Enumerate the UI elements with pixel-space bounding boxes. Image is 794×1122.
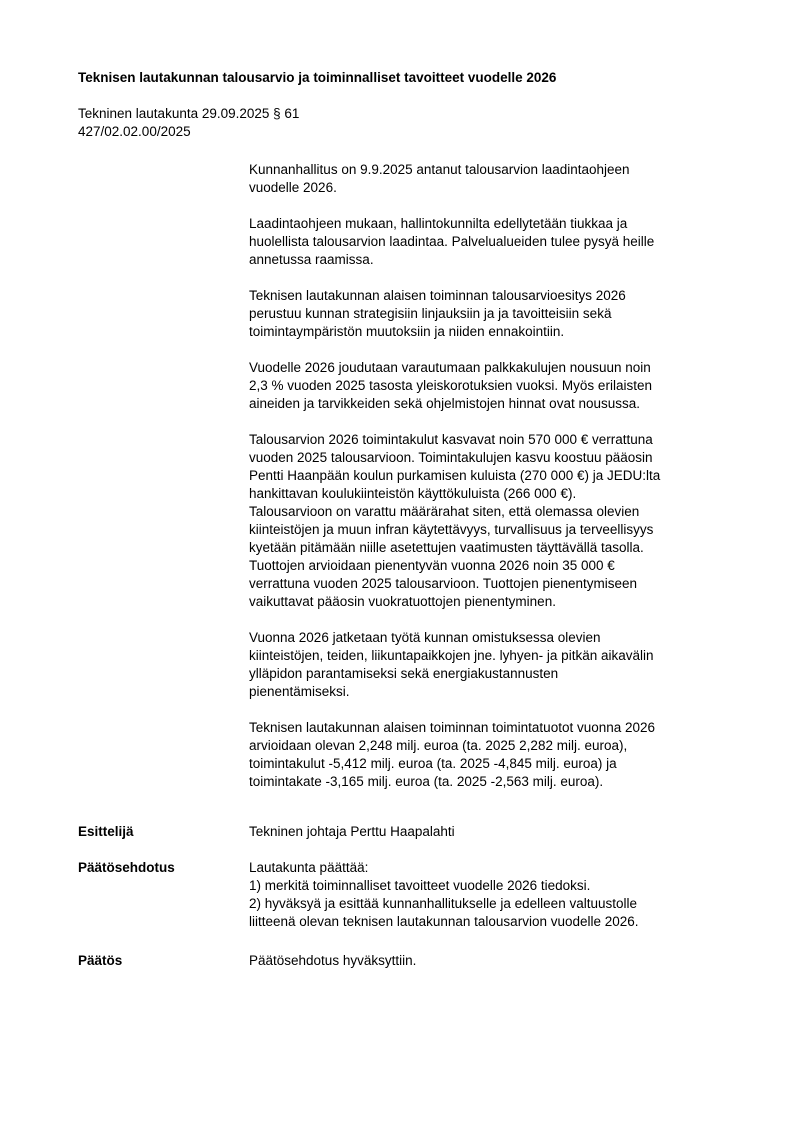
paragraph-1 [249, 161, 749, 197]
text-line: arvioidaan olevan 2,248 milj. euroa (ta. 2025 2,282 milj. euroa), [249, 738, 628, 753]
document-title: Teknisen lautakunnan talousarvio ja toiminnalliset tavoitteet vuodelle 2026 [78, 70, 557, 85]
text-line: hankittavan koulukiinteistön käyttökuluista (266 000 €). [249, 486, 577, 501]
text-line: Vuodelle 2026 joudutaan varautumaan palkkakulujen nousuun noin [249, 360, 651, 375]
text-line: kiinteistöjen ja muun infran käytettävyys, turvallisuus ja terveellisyys [249, 522, 654, 537]
text-line: Tuottojen arvioidaan pienentyvän vuonna 2026 noin 35 000 € [249, 558, 615, 573]
proposal-label: Päätösehdotus [78, 860, 175, 875]
decision-content [249, 952, 749, 970]
paragraph-6 [249, 629, 749, 701]
paragraph-3 [249, 287, 749, 341]
text-line: Kunnanhallitus on 9.9.2025 antanut talousarvion laadintaohjeen [249, 162, 630, 177]
text-line: annetussa raamissa. [249, 252, 374, 267]
text-line: Päätösehdotus hyväksyttiin. [249, 953, 417, 968]
text-line: toimintakate -3,165 milj. euroa (ta. 2025 -2,563 milj. euroa). [249, 774, 604, 789]
proposal-content [249, 859, 749, 931]
meeting-meta [78, 105, 299, 141]
body-text [249, 161, 749, 809]
board-meeting-line: Tekninen lautakunta 29.09.2025 § 61 [78, 106, 300, 121]
paragraph-2 [249, 215, 749, 269]
text-line: Teknisen lautakunnan alaisen toiminnan toimintatuotot vuonna 2026 [249, 720, 656, 735]
text-line: toimintaympäristön muutoksiin ja niiden ennakointiin. [249, 324, 565, 339]
text-line: Pentti Haanpään koulun purkamisen kuluista (270 000 €) ja JEDU:lta [249, 468, 661, 483]
text-line: Talousarvion 2026 toimintakulut kasvavat noin 570 000 € verrattuna [249, 432, 653, 447]
text-line: liitteenä olevan teknisen lautakunnan talousarvion vuodelle 2026. [249, 914, 639, 929]
text-line: kyetään pitämään niille asetettujen vaatimusten täyttävällä tasolla. [249, 540, 644, 555]
text-line: pienentämiseksi. [249, 684, 350, 699]
text-line: vuodelle 2026. [249, 180, 337, 195]
text-line: kiinteistöjen, teiden, liikuntapaikkojen jne. lyhyen- ja pitkän aikavälin [249, 648, 654, 663]
text-line: Teknisen lautakunnan alaisen toiminnan talousarvioesitys 2026 [249, 288, 626, 303]
paragraph-4 [249, 359, 749, 413]
text-line: toimintakulut -5,412 milj. euroa (ta. 2025 -4,845 milj. euroa) ja [249, 756, 617, 771]
presenter-content [249, 823, 749, 841]
presenter-label: Esittelijä [78, 824, 134, 839]
paragraph-7 [249, 719, 749, 791]
text-line: Talousarvioon on varattu määrärahat siten, että olemassa olevien [249, 504, 640, 519]
reference-number: 427/02.02.00/2025 [78, 124, 191, 139]
text-line: perustuu kunnan strategisiin linjauksiin ja ja tavoitteisiin sekä [249, 306, 612, 321]
text-line: vuoden 2025 talousarvioon. Toimintakulujen kasvu koostuu pääosin [249, 450, 653, 465]
text-line: Vuonna 2026 jatketaan työtä kunnan omistuksessa olevien [249, 630, 601, 645]
text-line: 1) merkitä toiminnalliset tavoitteet vuodelle 2026 tiedoksi. [249, 878, 591, 893]
text-line: Lautakunta päättää: [249, 860, 369, 875]
text-line: huolellista talousarvion laadintaa. Palvelualueiden tulee pysyä heille [249, 234, 655, 249]
decision-label: Päätös [78, 953, 123, 968]
text-line: aineiden ja tarvikkeiden sekä ohjelmistojen hinnat ovat nousussa. [249, 396, 640, 411]
text-line: 2) hyväksyä ja esittää kunnanhallitukselle ja edelleen valtuustolle [249, 896, 637, 911]
paragraph-5 [249, 431, 749, 611]
text-line: ylläpidon parantamiseksi sekä energiakustannusten [249, 666, 559, 681]
text-line: vaikuttavat pääosin vuokratuottojen pienentyminen. [249, 594, 556, 609]
text-line: Laadintaohjeen mukaan, hallintokunnilta edellytetään tiukkaa ja [249, 216, 628, 231]
text-line: 2,3 % vuoden 2025 tasosta yleiskorotuksien vuoksi. Myös erilaisten [249, 378, 652, 393]
text-line: verrattuna vuoden 2025 talousarvioon. Tuottojen pienentymiseen [249, 576, 638, 591]
text-line: Tekninen johtaja Perttu Haapalahti [249, 824, 455, 839]
